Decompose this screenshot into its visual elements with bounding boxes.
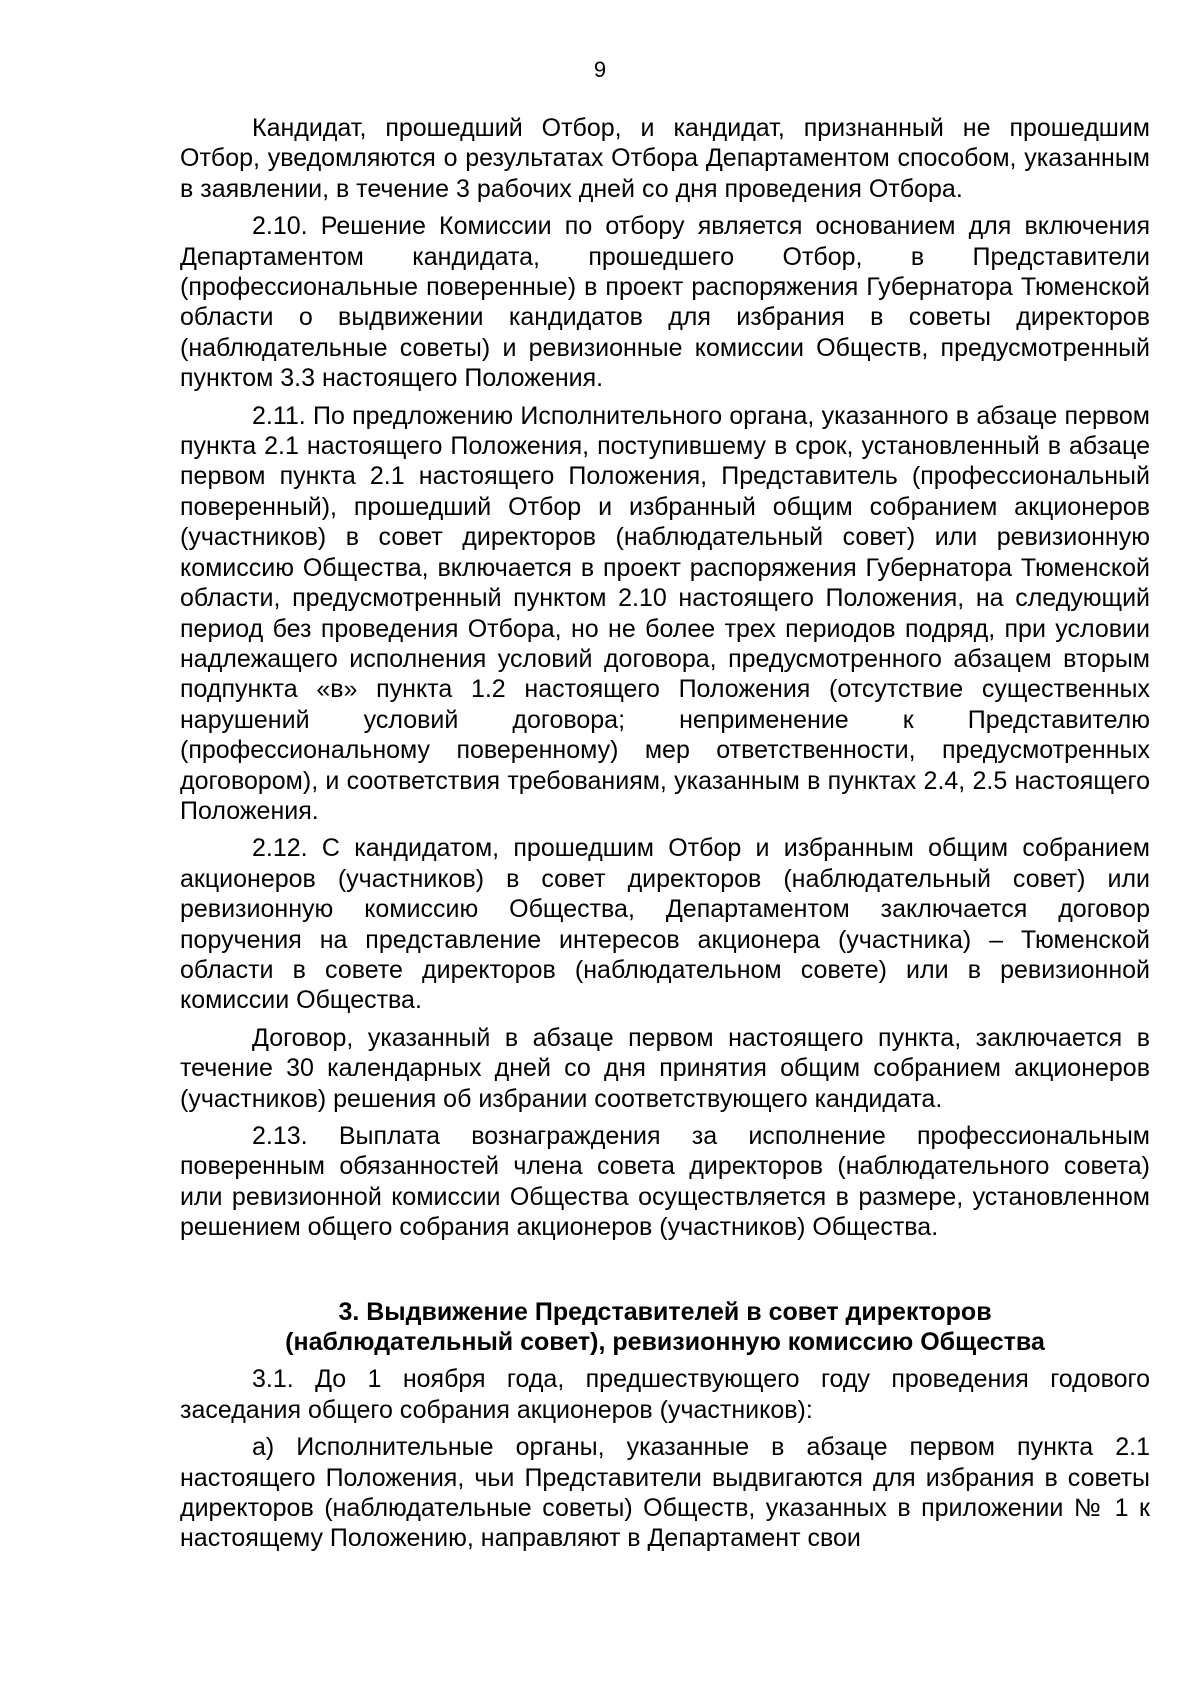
paragraph-3-1-a: а) Исполнительные органы, указанные в абзаце первом пункта 2.1 настоящего Положения, чьи Представители выдвигаются для избрания в советы директоров (наблюдательные советы) Обществ, указанных в приложении № 1 к настоящему Положению, направляют в Департамент свои: [180, 1433, 1150, 1553]
document-body: [180, 113, 1150, 1561]
paragraph-candidate-notification: Кандидат, прошедший Отбор, и кандидат, признанный не прошедшим Отбор, уведомляются о результатах Отбора Департаментом способом, указанным в заявлении, в течение 3 рабочих дней со дня проведения Отбора.: [180, 114, 1150, 203]
paragraph-2-12: 2.12. С кандидатом, прошедшим Отбор и избранным общим собранием акционеров (участников) в совет директоров (наблюдательный совет) или ревизионную комиссию Общества, Департаментом заключается договор поручения на представление интересов акционера (участника) – Тюменской области в совете директоров (наблюдательном совете) или в ревизионной комиссии Общества.: [180, 834, 1150, 1015]
section-3-heading-line-1: 3. Выдвижение Представителей в совет директоров: [338, 1297, 992, 1326]
paragraph-2-11: 2.11. По предложению Исполнительного органа, указанного в абзаце первом пункта 2.1 настоящего Положения, поступившему в срок, установленный в абзаце первом пункта 2.1 настоящего Положения, Представитель (профессиональный поверенный), прошедший Отбор и избранный общим собранием акционеров (участников) в совет директоров (наблюдательный совет) или ревизионную комиссию Общества, включается в проект распоряжения Губернатора Тюменской области, предусмотренный пунктом 2.10 настоящего Положения, на следующий период без проведения Отбора, но не более трех периодов подряд, при условии надлежащего исполнения условий договора, предусмотренного абзацем вторым подпункта «в» пункта 1.2 настоящего Положения (отсутствие существенных нарушений условий договора; неприменение к Представителю (профессиональному поверенному) мер ответственности, предусмотренных договором), и соответствия требованиям, указанным в пунктах 2.4, 2.5 настоящего Положения.: [180, 401, 1150, 825]
paragraph-2-10: 2.10. Решение Комиссии по отбору является основанием для включения Департаментом кандидата, прошедшего Отбор, в Представители (профессиональные поверенные) в проект распоряжения Губернатора Тюменской области о выдвижении кандидатов для избрания в советы директоров (наблюдательные советы) и ревизионные комиссии Обществ, предусмотренный пунктом 3.3 настоящего Положения.: [180, 212, 1150, 393]
section-3-heading-line-2: (наблюдательный совет), ревизионную комиссию Общества: [285, 1328, 1045, 1357]
section-3-heading: [180, 1297, 1150, 1358]
paragraph-2-13: 2.13. Выплата вознаграждения за исполнение профессиональным поверенным обязанностей члена совета директоров (наблюдательного совета) или ревизионной комиссии Общества осуществляется в размере, установленном решением общего собрания акционеров (участников) Общества.: [180, 1122, 1150, 1242]
paragraph-3-1: 3.1. До 1 ноября года, предшествующего году проведения годового заседания общего собрания акционеров (участников):: [180, 1365, 1150, 1424]
page-number: 9: [593, 57, 607, 82]
paragraph-contract-term: Договор, указанный в абзаце первом настоящего пункта, заключается в течение 30 календарных дней со дня принятия общим собранием акционеров (участников) решения об избрании соответствующего кандидата.: [180, 1023, 1150, 1113]
